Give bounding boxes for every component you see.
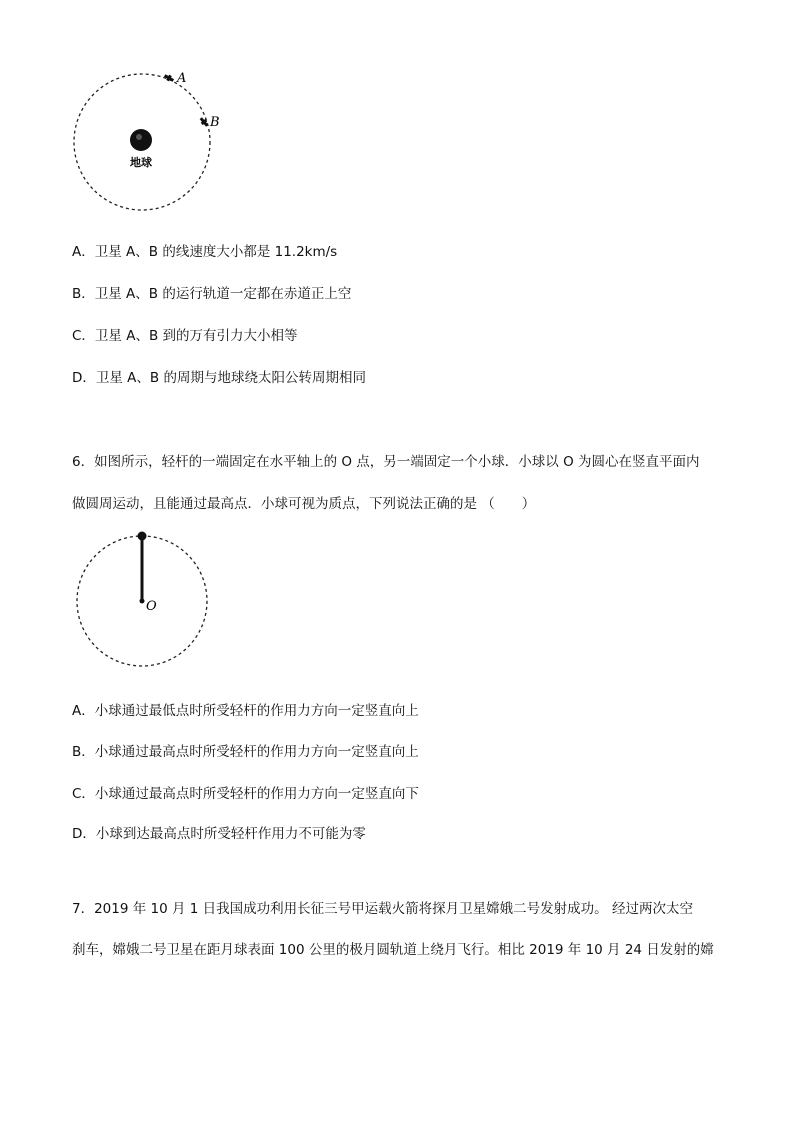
q5-option-d: D．卫星 A、B 的周期与地球绕太阳公转周期相同 [72,370,366,386]
q6-option-a: A．小球通过最低点时所受轻杆的作用力方向一定竖直向上 [72,703,419,719]
q6-stem-line1: 6．如图所示，轻杆的一端固定在水平轴上的 O 点，另一端固定一个小球．小球以 O 为圆心在竖直平面内 [72,454,700,470]
earth-label: 地球 [130,156,152,169]
q6-stem-line2: 做圆周运动，且能通过最高点．小球可视为质点，下列说法正确的是 （ ） [72,496,536,512]
q5-option-b: B．卫星 A、B 的运行轨道一定都在赤道正上空 [72,286,352,302]
q5-option-c: C．卫星 A、B 到的万有引力大小相等 [72,328,298,344]
satellite-b-label: B [210,115,220,130]
q6-option-b: B．小球通过最高点时所受轻杆的作用力方向一定竖直向上 [72,744,419,760]
q6-option-d: D．小球到达最高点时所受轻杆作用力不可能为零 [72,826,366,842]
q6-option-c: C．小球通过最高点时所受轻杆的作用力方向一定竖直向下 [72,786,419,802]
pivot-point [140,599,145,604]
satellite-orbit-figure [68,68,228,218]
q5-option-a: A．卫星 A、B 的线速度大小都是 11.2km/s [72,244,338,260]
q7-stem-line2: 刹车，嫦娥二号卫星在距月球表面 100 公里的极月圆轨道上绕月飞行。相比 2019 年 10 月 24 日发射的嫦 [72,942,714,958]
satellite-a-label: A [177,71,187,86]
rod-ball-figure [76,528,216,673]
ball [138,532,147,541]
pivot-label: O [146,599,157,614]
earth [130,129,152,151]
q7-stem-line1: 7．2019 年 10 月 1 日我国成功利用长征三号甲运载火箭将探月卫星嫦娥二号发射成功。 经过两次太空 [72,901,693,917]
